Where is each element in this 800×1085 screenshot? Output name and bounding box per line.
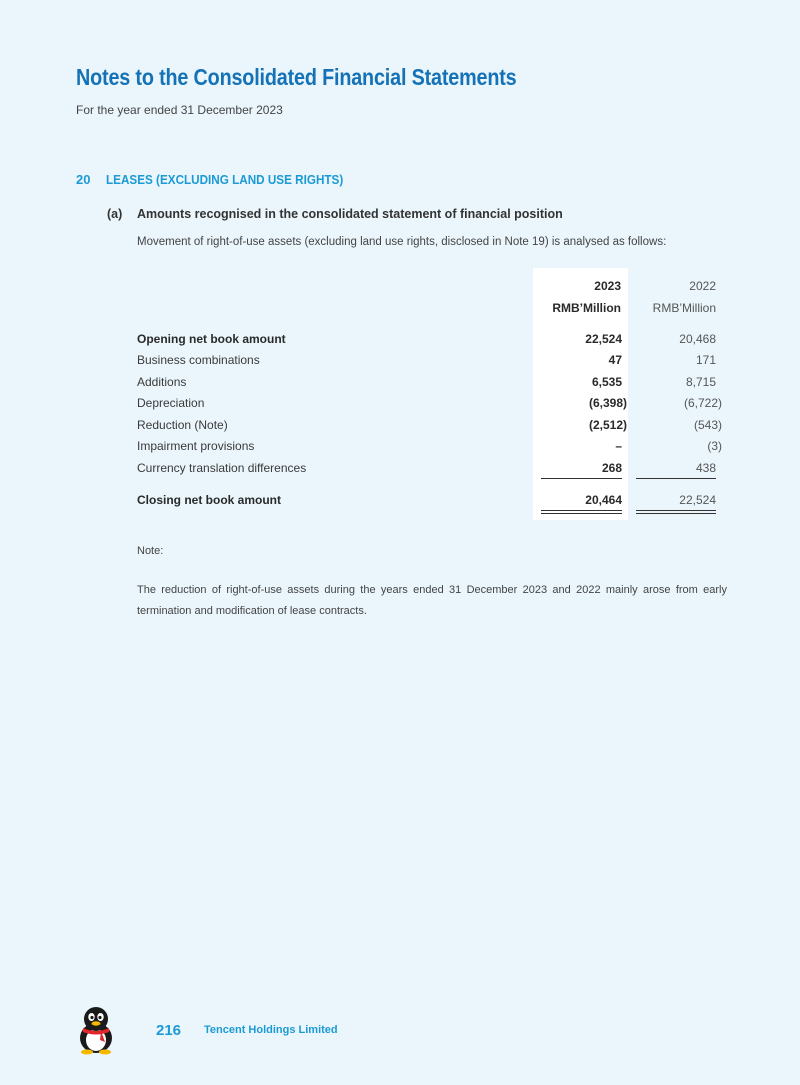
- value-2022: 171: [695, 353, 716, 367]
- row-label: Closing net book amount: [137, 493, 281, 507]
- intro-text: Movement of right-of-use assets (excluding land use rights, disclosed in Note 19) is analysed as follows:: [137, 236, 667, 248]
- table-row: [137, 396, 722, 416]
- value-2022: 8,715: [685, 375, 716, 389]
- penguin-mascot-icon: [74, 1005, 118, 1055]
- value-2023: –: [615, 439, 622, 453]
- total-rule-2022-bottom: [636, 513, 716, 514]
- value-2023: 268: [601, 461, 622, 475]
- col-2023-year: 2023: [594, 279, 621, 293]
- table-row: [137, 418, 722, 438]
- row-label: Depreciation: [137, 396, 205, 410]
- note-label: Note:: [137, 545, 164, 557]
- total-rule-2023-top: [541, 510, 622, 511]
- value-2023: 22,524: [585, 332, 622, 346]
- table-row: [137, 332, 722, 352]
- value-2022: 438: [695, 461, 716, 475]
- section-heading: [76, 172, 370, 187]
- subsection-title: Amounts recognised in the consolidated statement of financial position: [137, 207, 563, 221]
- total-rule-2022-top: [636, 510, 716, 511]
- value-2023: 47: [608, 353, 622, 367]
- value-2022: (543): [693, 418, 722, 432]
- subtotal-rule-2023: [541, 478, 622, 479]
- table-row: [137, 439, 722, 459]
- row-label: Business combinations: [137, 353, 260, 367]
- total-rule-2023-bottom: [541, 513, 622, 514]
- table-row: [137, 353, 722, 373]
- value-2023: 20,464: [585, 493, 622, 507]
- page-title: Notes to the Consolidated Financial Statements: [76, 64, 517, 90]
- row-label: Reduction (Note): [137, 418, 228, 432]
- table-row-total: [137, 493, 722, 513]
- value-2022: (6,722): [683, 396, 722, 410]
- value-2023: 6,535: [591, 375, 622, 389]
- subsection-label: (a): [107, 207, 123, 221]
- company-name: Tencent Holdings Limited: [204, 1024, 338, 1036]
- value-2022: 20,468: [679, 332, 716, 346]
- col-2023-unit: RMB’Million: [552, 301, 621, 315]
- page-number: 216: [156, 1022, 182, 1039]
- col-2022-year: 2022: [689, 279, 716, 293]
- note-text: The reduction of right-of-use assets during the years ended 31 December 2023 and 2022 mainly arose from early termination and modification of lease contracts.: [137, 584, 727, 617]
- value-2022: 22,524: [679, 493, 716, 507]
- row-label: Currency translation differences: [137, 461, 307, 475]
- table-row: [137, 375, 722, 395]
- value-2023: (2,512): [588, 418, 627, 432]
- value-2022: (3): [707, 439, 722, 453]
- subsection-heading: [107, 207, 563, 221]
- subtotal-rule-2022: [636, 478, 716, 479]
- row-label: Impairment provisions: [137, 439, 255, 453]
- section-number: 20: [76, 172, 91, 187]
- section-title: LEASES (EXCLUDING LAND USE RIGHTS): [106, 172, 344, 187]
- table-row: [137, 461, 722, 481]
- row-label: Opening net book amount: [137, 332, 286, 346]
- row-label: Additions: [137, 375, 187, 389]
- page-subtitle: For the year ended 31 December 2023: [76, 103, 283, 117]
- col-2022-unit: RMB’Million: [652, 301, 716, 315]
- value-2023: (6,398): [588, 396, 627, 410]
